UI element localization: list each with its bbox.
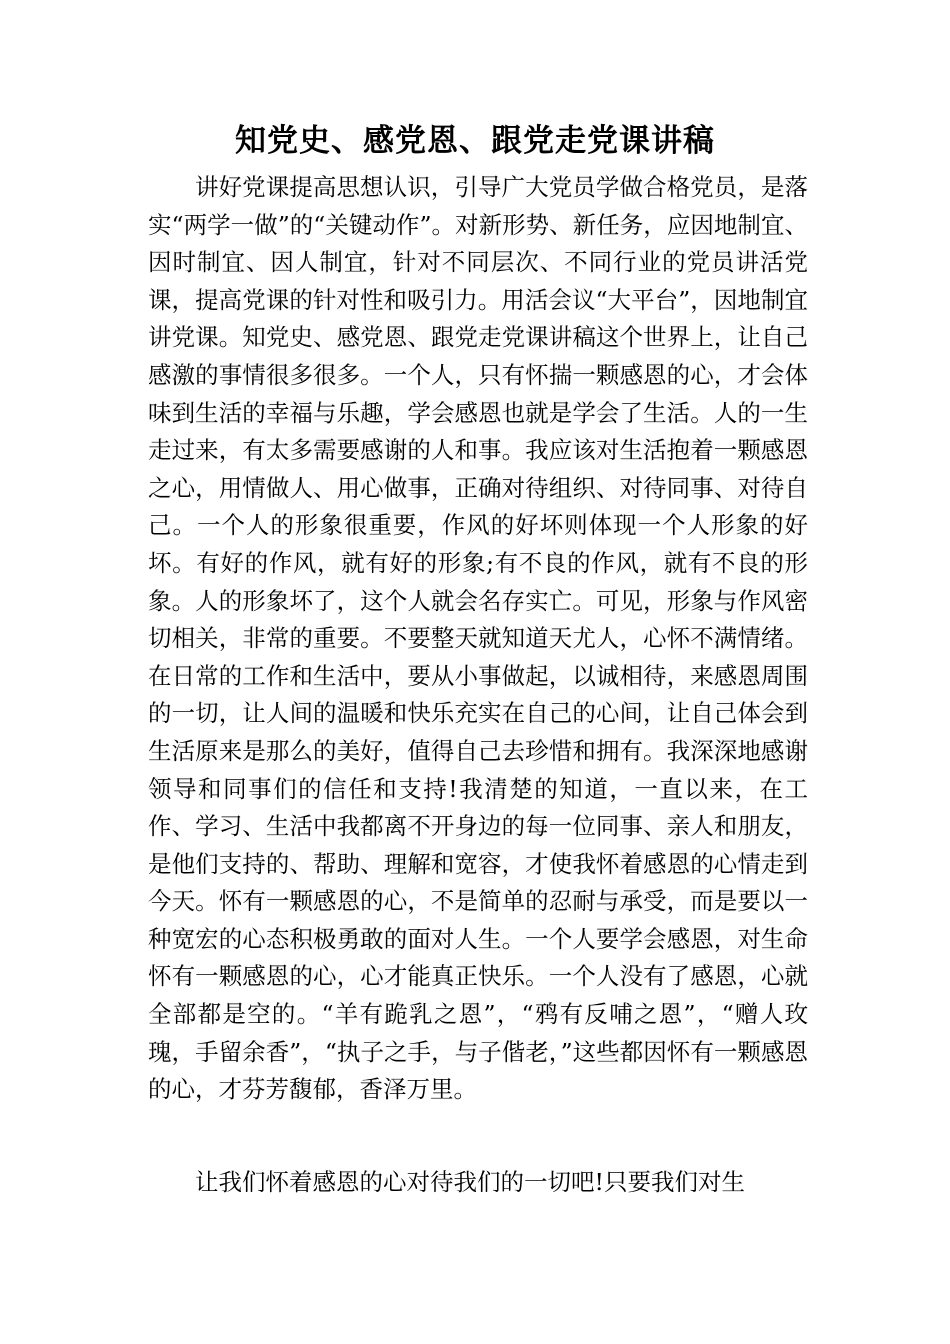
- document-title: 知党史、感党恩、跟党走党课讲稿: [235, 123, 715, 159]
- body-paragraph-1: 讲好党课提高思想认识，引导广大党员学做合格党员，是落实“两学一做”的“关键动作”。对新形势、新任务，应因地制宜、因时制宜、因人制宜，针对不同层次、不同行业的党员讲活党课，提高党课的针对性和吸引力。用活会议“大平台”，因地制宜讲党课。知党史、感党恩、跟党走党课讲稿这个世界上，让自己感激的事情很多很多。一个人，只有怀揣一颗感恩的心，才会体味到生活的幸福与乐趣，学会感恩也就是学会了生活。人的一生走过来，有太多需要感谢的人和事。我应该对生活抱着一颗感恩之心，用情做人、用心做事，正确对待组织、对待同事、对待自己。一个人的形象很重要，作风的好坏则体现一个人形象的好坏。有好的作风，就有好的形象;有不良的作风，就有不良的形象。人的形象坏了，这个人就会名存实亡。可见，形象与作风密切相关，非常的重要。不要整天就知道天尤人，心怀不满情绪。在日常的工作和生活中，要从小事做起，以诚相待，来感恩周围的一切，让人间的温暖和快乐充实在自己的心间，让自己体会到生活原来是那么的美好，值得自己去珍惜和拥有。我深深地感谢领导和同事们的信任和支持!我清楚的知道，一直以来，在工作、学习、生活中我都离不开身边的每一位同事、亲人和朋友，是他们支持的、帮助、理解和宽容，才使我怀着感恩的心情走到今天。怀有一颗感恩的心，不是简单的忍耐与承受，而是要以一种宽宏的心态积极勇敢的面对人生。一个人要学会感恩，对生命怀有一颗感恩的心，心才能真正快乐。一个人没有了感恩，心就全部都是空的。“羊有跪乳之恩”，“鸦有反哺之恩”，“赠人玫瑰，手留余香”，“执子之手，与子偕老，”这些都因怀有一颗感恩的心，才芬芳馥郁，香泽万里。: [148, 173, 808, 1104]
- body-paragraph-2: 让我们怀着感恩的心对待我们的一切吧!只要我们对生: [195, 1168, 745, 1196]
